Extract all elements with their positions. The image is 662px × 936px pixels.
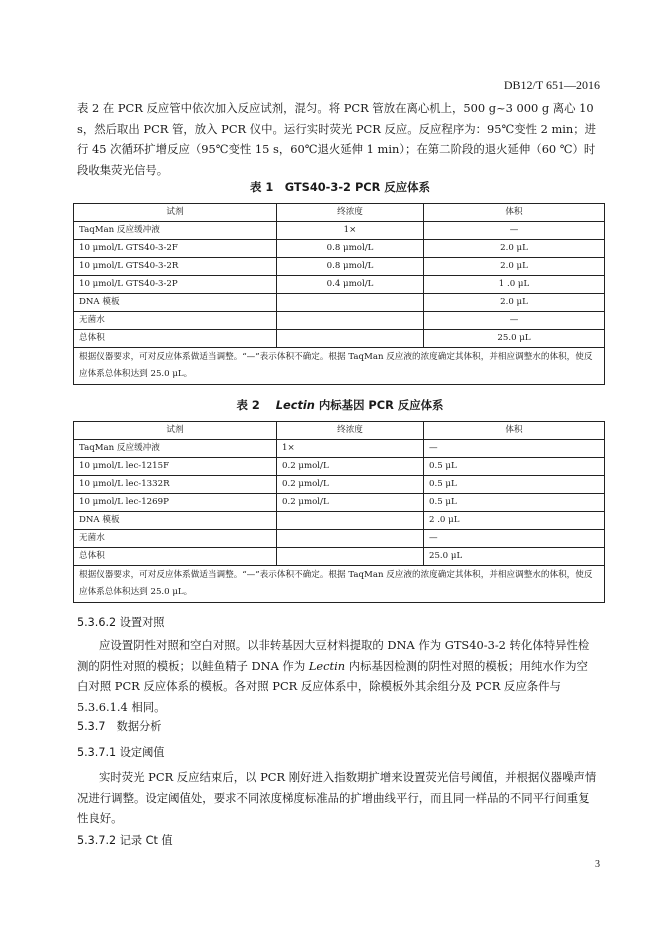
table-row [74, 494, 605, 512]
table-row [74, 530, 605, 548]
table-cell: 10 μmol/L lec-1269P [74, 494, 277, 512]
table-cell: 10 μmol/L GTS40-3-2P [74, 276, 277, 294]
table-cell: DNA 模板 [74, 512, 277, 530]
table-cell: 1× [277, 222, 424, 240]
table-note: 根据仪器要求，可对反应体系做适当调整。“—”表示体积不确定。根据 TaqMan 反应液的浓度确定其体积，并相应调整水的体积，使反应体系总体积达到 25.0 μL。 [74, 348, 605, 385]
table-header-cell: 终浓度 [277, 204, 424, 222]
section-537-heading: 5.3.7 数据分析 [77, 720, 162, 733]
table-cell: 25.0 μL [424, 548, 605, 566]
table-note-row [74, 348, 605, 385]
table-cell: 总体积 [74, 548, 277, 566]
section-5362-text-italic: Lectin [308, 658, 346, 673]
table-cell: 0.8 μmol/L [277, 240, 424, 258]
table2-caption-suffix: 内标基因 PCR 反应体系 [318, 398, 444, 412]
table-cell: 2 .0 μL [424, 512, 605, 530]
table2-caption [77, 397, 603, 413]
section-5371-body [77, 767, 599, 829]
table-cell: 0.8 μmol/L [277, 258, 424, 276]
table-row [74, 276, 605, 294]
table-cell: 0.2 μmol/L [277, 476, 424, 494]
section-5362-paragraph [77, 635, 599, 717]
table-row [74, 440, 605, 458]
table2-caption-prefix: 表 2 [236, 398, 260, 412]
table-cell: 10 μmol/L lec-1332R [74, 476, 277, 494]
section-5362-text-b: 内标基因检测的阴性对照的模板；用纯水作为空白对照 PCR 反应体系的模板。各对照 PCR 反应体系中，除模板外其余组分及 PCR 反应条件与 5.3.6.1.4 相同。 [77, 658, 588, 714]
table-cell [277, 330, 424, 348]
table-cell: 0.2 μmol/L [277, 458, 424, 476]
table-cell: 0.2 μmol/L [277, 494, 424, 512]
table-header-row [74, 422, 605, 440]
table-cell: 无菌水 [74, 530, 277, 548]
table-cell: — [424, 440, 605, 458]
section-5371-paragraph: 实时荧光 PCR 反应结束后，以 PCR 刚好进入指数期扩增来设置荧光信号阈值，并根据仪器噪声情况进行调整。设定阈值处，要求不同浓度梯度标准品的扩增曲线平行，而且同一样品的不同平行间重复性良好。 [77, 770, 597, 825]
table-row [74, 258, 605, 276]
table-cell: 10 μmol/L lec-1215F [74, 458, 277, 476]
table-cell [277, 548, 424, 566]
table-cell: — [424, 530, 605, 548]
table-header-cell: 体积 [424, 422, 605, 440]
table1-caption: 表 1 GTS40-3-2 PCR 反应体系 [250, 180, 430, 194]
page-number: 3 [595, 859, 600, 870]
table-row [74, 512, 605, 530]
section-5362-heading: 5.3.6.2 设置对照 [77, 616, 165, 629]
table-row [74, 312, 605, 330]
table-cell: 10 μmol/L GTS40-3-2F [74, 240, 277, 258]
table-row [74, 548, 605, 566]
section-5371-heading: 5.3.7.1 设定阈值 [77, 746, 165, 759]
section-5362-body [77, 635, 599, 717]
table-row [74, 458, 605, 476]
table-cell [277, 294, 424, 312]
table-cell: — [424, 312, 605, 330]
table-row [74, 222, 605, 240]
table-header-cell: 体积 [424, 204, 605, 222]
document-id-header: DB12/T 651—2016 [503, 78, 600, 92]
table-cell: 2.0 μL [424, 258, 605, 276]
table-row [74, 240, 605, 258]
table-row [74, 294, 605, 312]
table-cell: 2.0 μL [424, 240, 605, 258]
table-row [74, 476, 605, 494]
table-cell: 2.0 μL [424, 294, 605, 312]
table-cell: 25.0 μL [424, 330, 605, 348]
table-header-cell: 终浓度 [277, 422, 424, 440]
table-cell: 总体积 [74, 330, 277, 348]
table-header-cell: 试剂 [74, 204, 277, 222]
table-cell: 1 .0 μL [424, 276, 605, 294]
table-cell: 10 μmol/L GTS40-3-2R [74, 258, 277, 276]
table-cell: TaqMan 反应缓冲液 [74, 440, 277, 458]
table2 [73, 421, 605, 603]
table-cell [277, 530, 424, 548]
section-5372-heading: 5.3.7.2 记录 Ct 值 [77, 834, 173, 847]
table2-caption-italic: Lectin [275, 398, 315, 412]
table1 [73, 203, 605, 385]
table-row [74, 330, 605, 348]
table-cell: 无菌水 [74, 312, 277, 330]
table-cell: 0.5 μL [424, 494, 605, 512]
table-cell [277, 312, 424, 330]
intro-text: 表 2 在 PCR 反应管中依次加入反应试剂，混匀。将 PCR 管放在离心机上，500 g~3 000 g 离心 10 s，然后取出 PCR 管，放入 PCR 仪中。运行实时荧光 PCR 反应。反应程序为：95℃变性 2 min；进行 45 次循环扩增反应（95℃变性 15 s，60℃退火延伸 1 min）；在第二阶段的退火延伸（60 ℃）时段收集荧光信号。 [77, 101, 597, 177]
table-cell: 0.5 μL [424, 458, 605, 476]
table-cell: TaqMan 反应缓冲液 [74, 222, 277, 240]
table-cell: DNA 模板 [74, 294, 277, 312]
section-5362-text-a: 应设置阴性对照和空白对照。以非转基因大豆材料提取的 DNA 作为 GTS40-3-2 转化体特异性检测的阴性对照的模板；以鲑鱼精子 DNA 作为 [77, 638, 590, 673]
table-cell: 0.4 μmol/L [277, 276, 424, 294]
table-header-cell: 试剂 [74, 422, 277, 440]
table-header-row [74, 204, 605, 222]
table-cell [277, 512, 424, 530]
table-cell: 0.5 μL [424, 476, 605, 494]
intro-paragraph [77, 98, 599, 180]
table-cell: 1× [277, 440, 424, 458]
table-cell: — [424, 222, 605, 240]
table-note: 根据仪器要求，可对反应体系做适当调整。“—”表示体积不确定。根据 TaqMan 反应液的浓度确定其体积，并相应调整水的体积，使反应体系总体积达到 25.0 μL。 [74, 566, 605, 603]
table-note-row [74, 566, 605, 603]
